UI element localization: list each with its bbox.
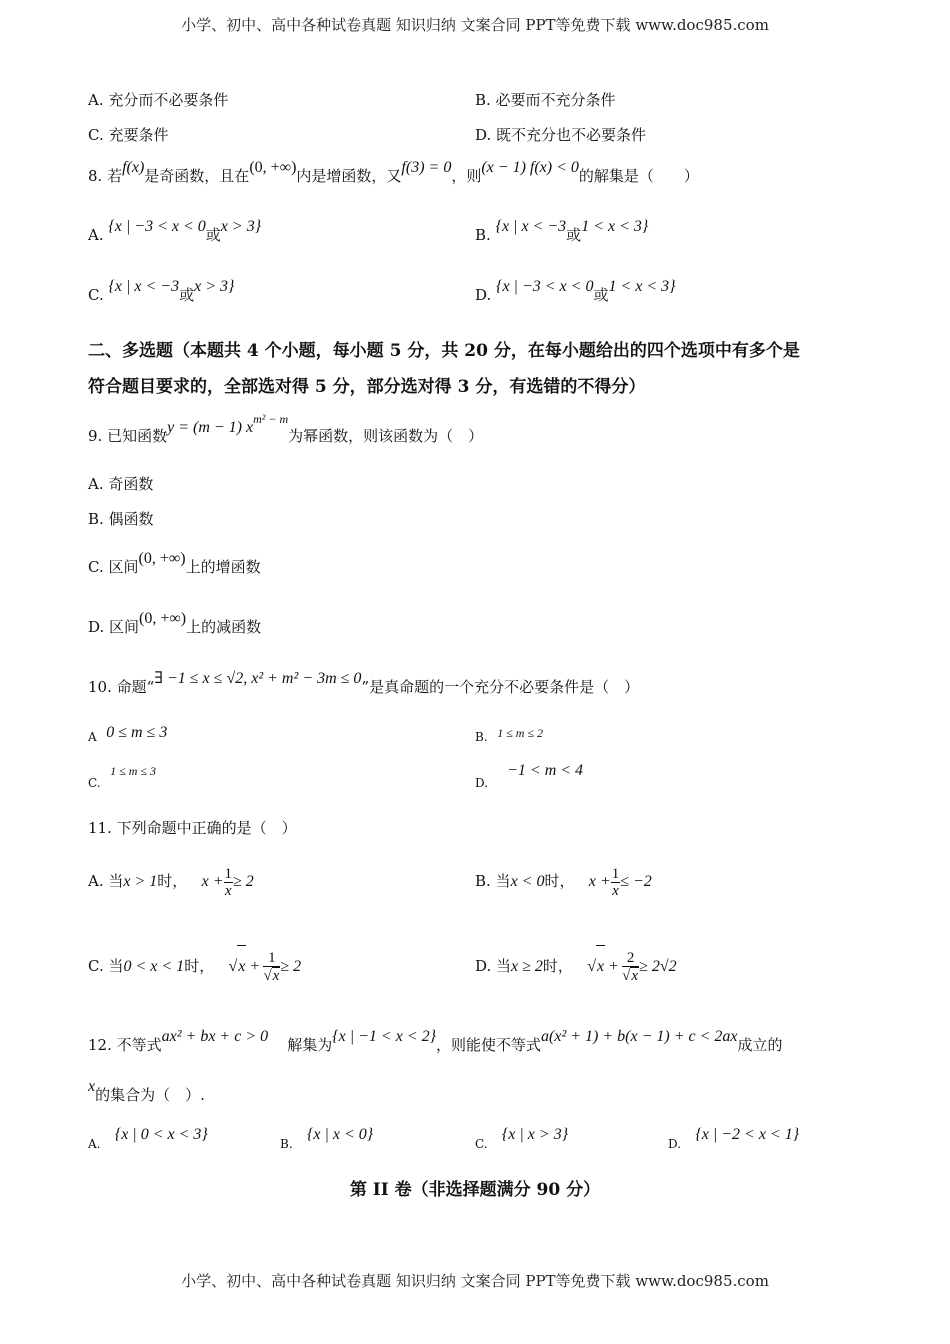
part2-title: 第 II 卷（非选择题满分 90 分）: [349, 1180, 601, 1200]
math-expr: (0, +∞): [249, 159, 297, 176]
q8-stem: 8. 若f(x)是奇函数，且在(0, +∞)内是增函数，又f(3) = 0，则(x − 1) f(x) < 0的解集是（ ）: [88, 159, 699, 185]
q12-option-c: C. {x | x > 3}: [475, 1126, 569, 1151]
q7-option-a: A. 充分而不必要条件: [88, 91, 229, 109]
q9-stem: 9. 已知函数y = (m − 1) $x^{m^2 - m}$为幂函数，则该函数为（ ）: [88, 412, 484, 445]
q9-option-d: D. 区间(0, +∞)上的减函数: [88, 610, 262, 636]
q8-option-b: B. {x | x < −3或1 < x < 3}: [475, 218, 649, 244]
q10-option-b: B. $^{1 \le m \le 2}$: [475, 726, 544, 744]
q11-option-d: D. 当x ≥ 2时， √x + $\frac{2}{√x}$ ≥ 2√2: [475, 945, 677, 988]
math-expr: ax² + bx + c > 0: [161, 1028, 269, 1045]
math-expr: (x − 1) f(x) < 0: [481, 159, 579, 176]
q7-option-d: D. 既不充分也不必要条件: [475, 126, 647, 144]
q11-stem: 11. 下列命题中正确的是（ ）: [88, 819, 297, 837]
q10-option-c: C. $^{1 \le m \le 3}$: [88, 764, 156, 790]
math-expr: f(3) = 0: [401, 159, 452, 176]
q11-option-b: B. 当x < 0时， x + $\frac{1}{x}$ ≤ −2: [475, 865, 652, 899]
q12-option-a: A. {x | 0 < x < 3}: [88, 1126, 208, 1151]
q9-option-b: B. 偶函数: [88, 510, 154, 528]
math-expr: f(x): [122, 159, 145, 176]
section-heading-cont: 符合题目要求的，全部选对得 5 分，部分选对得 3 分，有选错的不得分）: [88, 377, 646, 397]
math-expr: ∃ −1 ≤ x ≤ √2, x² + m² − 3m ≤ 0: [154, 670, 362, 687]
q12-stem-cont: x的集合为（ ）.: [88, 1078, 205, 1104]
q11-option-c: C. 当0 < x < 1时， √x + $\frac{1}{√x}$ ≥ 2: [88, 945, 301, 988]
q7-option-b: B. 必要而不充分条件: [475, 91, 616, 109]
q10-option-a: A 0 ≤ m ≤ 3: [88, 724, 168, 744]
q8-option-c: C. {x | x < −3或x > 3}: [88, 278, 235, 304]
q8-option-d: D. {x | −3 < x < 0或1 < x < 3}: [475, 278, 676, 304]
page-footer: 小学、初中、高中各种试卷真题 知识归纳 文案合同 PPT等免费下载 www.doc985.com: [181, 1272, 769, 1290]
q12-option-b: B. {x | x < 0}: [280, 1126, 374, 1151]
q9-option-a: A. 奇函数: [88, 475, 154, 493]
page-header: 小学、初中、高中各种试卷真题 知识归纳 文案合同 PPT等免费下载 www.doc985.com: [181, 16, 769, 34]
q10-stem: 10. 命题“∃ −1 ≤ x ≤ √2, x² + m² − 3m ≤ 0”是真命题的一个充分不必要条件是（ ）: [88, 670, 640, 696]
q11-option-a: A. 当x > 1时， x + $\frac{1}{x}$ ≥ 2: [88, 865, 254, 899]
math-expr: a(x² + 1) + b(x − 1) + c < 2ax: [541, 1028, 738, 1045]
math-exponent: m² − m: [253, 412, 289, 426]
math-expr: y = (m − 1) x: [167, 419, 254, 436]
section-heading: 二、多选题（本题共 4 个小题，每小题 5 分，共 20 分，在每小题给出的四个选项中有多个是: [88, 341, 800, 361]
q7-option-c: C. 充要条件: [88, 126, 169, 144]
math-expr: {x | −1 < x < 2}: [332, 1028, 437, 1045]
q12-stem: 12. 不等式ax² + bx + c > 0 解集为{x | −1 < x < 2}，则能使不等式a(x² + 1) + b(x − 1) + c < 2ax成立的: [88, 1028, 783, 1054]
q10-option-d: D. −1 < m < 4: [475, 762, 584, 790]
q8-option-a: A. {x | −3 < x < 0或x > 3}: [88, 218, 262, 244]
q12-option-d: D. {x | −2 < x < 1}: [668, 1126, 800, 1151]
q9-option-c: C. 区间(0, +∞)上的增函数: [88, 550, 261, 576]
